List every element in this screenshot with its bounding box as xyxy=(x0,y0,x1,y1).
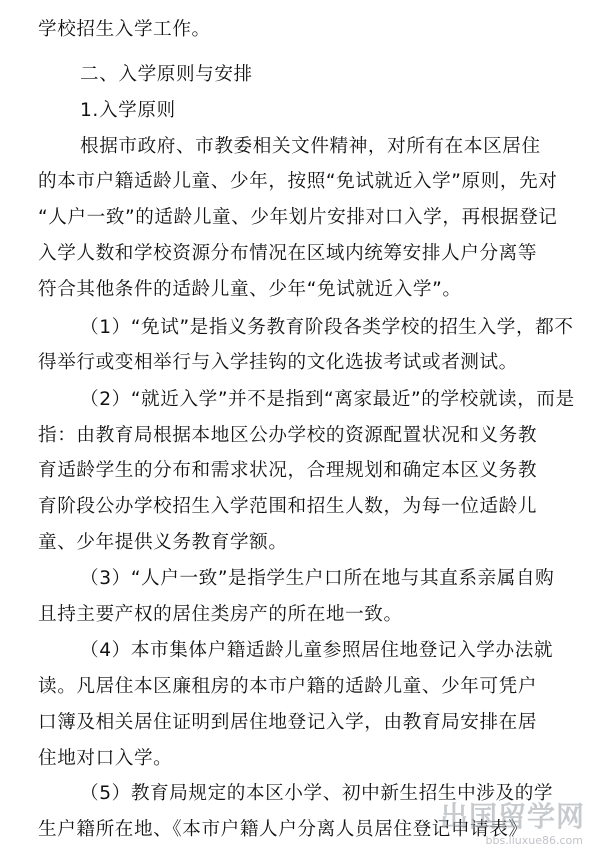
section-heading: 二、入学原则与安排 xyxy=(80,64,253,85)
watermark-logo-text: 出国留学网 xyxy=(439,800,585,833)
text-line: 根据市政府、市教委相关文件精神，对所有在本区居住 xyxy=(80,136,541,157)
text-line: 学校招生入学工作。 xyxy=(38,19,211,40)
text-line: 口簿及相关居住证明到居住地登记入学，由教育局安排在居 xyxy=(38,712,538,733)
text-line: （2）“就近入学”并不是指到“离家最近”的学校就读，而是 xyxy=(80,389,575,410)
watermark-url-text: bbs.liuxue86.com xyxy=(485,834,583,847)
text-line: （1）“免试”是指义务教育阶段各类学校的招生入学，都不 xyxy=(80,317,574,338)
text-line: （3）“人户一致”是指学生户口所在地与其直系亲属自购 xyxy=(80,568,555,589)
text-line: 育适龄学生的分布和需求状况，合理规划和确定本区义务教 xyxy=(38,460,538,481)
text-line: 童、少年提供义务教育学额。 xyxy=(38,532,288,553)
text-line: 且持主要产权的居住类房产的所在地一致。 xyxy=(38,604,403,625)
text-line: 住地对口入学。 xyxy=(38,748,173,769)
text-line: “人户一致”的适龄儿童、少年划片安排对口入学，再根据登记 xyxy=(38,207,558,228)
text-line: 符合其他条件的适龄儿童、少年“免试就近入学”。 xyxy=(38,279,462,300)
text-line: 生户籍所在地、《本市户籍人户分离人员居住登记申请表》 xyxy=(38,819,528,840)
text-line: 读。凡居住本区廉租房的本市户籍的适龄儿童、少年可凭户 xyxy=(38,676,538,697)
text-line: 的本市户籍适龄儿童、少年，按照“免试就近入学”原则，先对 xyxy=(38,171,558,192)
text-line: 得举行或变相举行与入学挂钩的文化选拔考试或者测试。 xyxy=(38,352,518,373)
text-line: 育阶段公办学校招生入学范围和招生人数，为每一位适龄儿 xyxy=(38,496,538,517)
text-line: （4）本市集体户籍适龄儿童参照居住地登记入学办法就 xyxy=(80,640,554,661)
text-line: 指：由教育局根据本地区公办学校的资源配置状况和义务教 xyxy=(38,425,538,446)
text-line: （5）教育局规定的本区小学、初中新生招生中涉及的学 xyxy=(80,783,554,804)
text-line: 入学人数和学校资源分布情况在区域内统筹安排人户分离等 xyxy=(38,243,538,264)
site-watermark xyxy=(439,795,589,847)
subsection-heading: 1.入学原则 xyxy=(80,100,176,121)
